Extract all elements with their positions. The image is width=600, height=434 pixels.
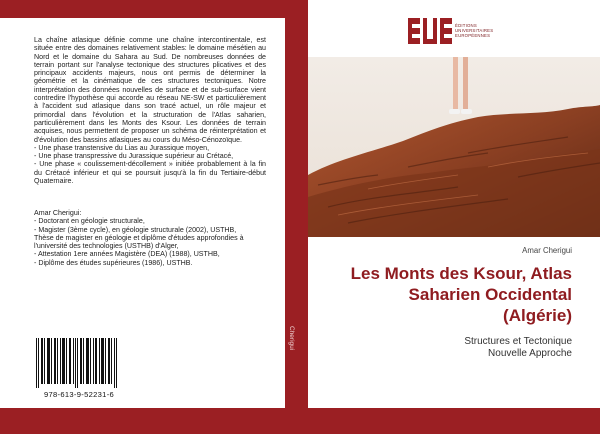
summary-phase-3: - Une phase « coulissement-décollement » initiée probablement à la fin du Crétacé inférieur et qui se poursuit jusqu'à la fin du Tertiaire-début Quaternaire.: [34, 160, 266, 186]
subtitle-line: Structures et Tectonique: [464, 336, 572, 347]
publisher-line: UNIVERSITAIRES: [455, 28, 494, 34]
front-cover: [308, 0, 600, 434]
bio-line: - Magister (3ème cycle), en géologie structurale (2002), USTHB,: [34, 225, 237, 234]
back-top-bar: [0, 0, 285, 18]
bio-line: Amar Cherigui:: [34, 209, 82, 217]
rock-landscape-image: [308, 57, 600, 237]
eue-logo-icon: [408, 18, 452, 44]
front-bottom-bar: [308, 408, 600, 434]
title-line: (Algérie): [503, 306, 572, 325]
title-line: Saharien Occidental: [408, 285, 572, 304]
barcode-block: [33, 336, 125, 404]
isbn-number: 978-613-9-52231-6: [43, 390, 115, 399]
bio-line: - Doctorant en géologie structurale,: [34, 217, 145, 226]
subtitle-line: Nouvelle Approche: [488, 348, 572, 359]
book-title: [312, 263, 572, 326]
spine: [285, 0, 308, 434]
author-bio: [34, 209, 266, 267]
title-line: Les Monts des Ksour, Atlas: [350, 264, 572, 283]
book-subtitle: [332, 336, 572, 360]
back-cover: [0, 0, 285, 434]
bio-line: - Diplôme des études supérieures (1986), USTHB.: [34, 258, 193, 267]
summary-phase-1: - Une phase transtensive du Lias au Jurassique moyen,: [34, 143, 210, 152]
spine-author: Cherigui: [288, 326, 295, 351]
bio-line: Thèse de magister en géologie et diplôme d'études approfondies à l'université des technologies (USTHB) d'Alger,: [34, 233, 244, 251]
barcode-icon: [35, 338, 119, 388]
summary-phase-2: - Une phase transpressive du Jurassique supérieur au Crétacé,: [34, 152, 234, 161]
front-author: Amar Cherigui: [522, 246, 572, 255]
cover-photo: [308, 57, 600, 237]
publisher-line: ÉDITIONS: [455, 23, 477, 28]
publisher-logo: [408, 18, 528, 46]
publisher-line: EUROPÉENNES: [455, 33, 491, 39]
back-summary: [34, 36, 266, 185]
publisher-name: [455, 23, 493, 38]
back-bottom-bar: [0, 408, 285, 434]
bio-line: - Attestation 1ere années Magistère (DEA) (1988), USTHB,: [34, 250, 220, 259]
summary-paragraph: La chaîne atlasique définie comme une chaîne intercontinentale, est située entre des domaines relativement stables: le domaine mésétien au Nord et le domaine du Sahara au Sud. De nombreuses données de terrain portant sur l'analyse tectonique des structures plicatives et des principaux accidents majeurs, nous ont permis de déterminer la géométrie et la cinématique de ces structures tectoniques. Notre interprétation des données nouvelles de surface et de sub-surface vient contredire l'hypothèse qui accorde au réseau NE-SW et particulièrement à l'accident sud atlasique dans son tracé actuel, un rôle majeur et primordial dans l'évolution et la structuration de l'Atlas saharien, particulièrement dans les Monts des Ksour. Les données de terrain acquises, nous permettent de proposer un schéma de réinterprétation et d'évolution des bassins atlasiques au cours du Méso-Cénozoïque.: [34, 36, 266, 144]
